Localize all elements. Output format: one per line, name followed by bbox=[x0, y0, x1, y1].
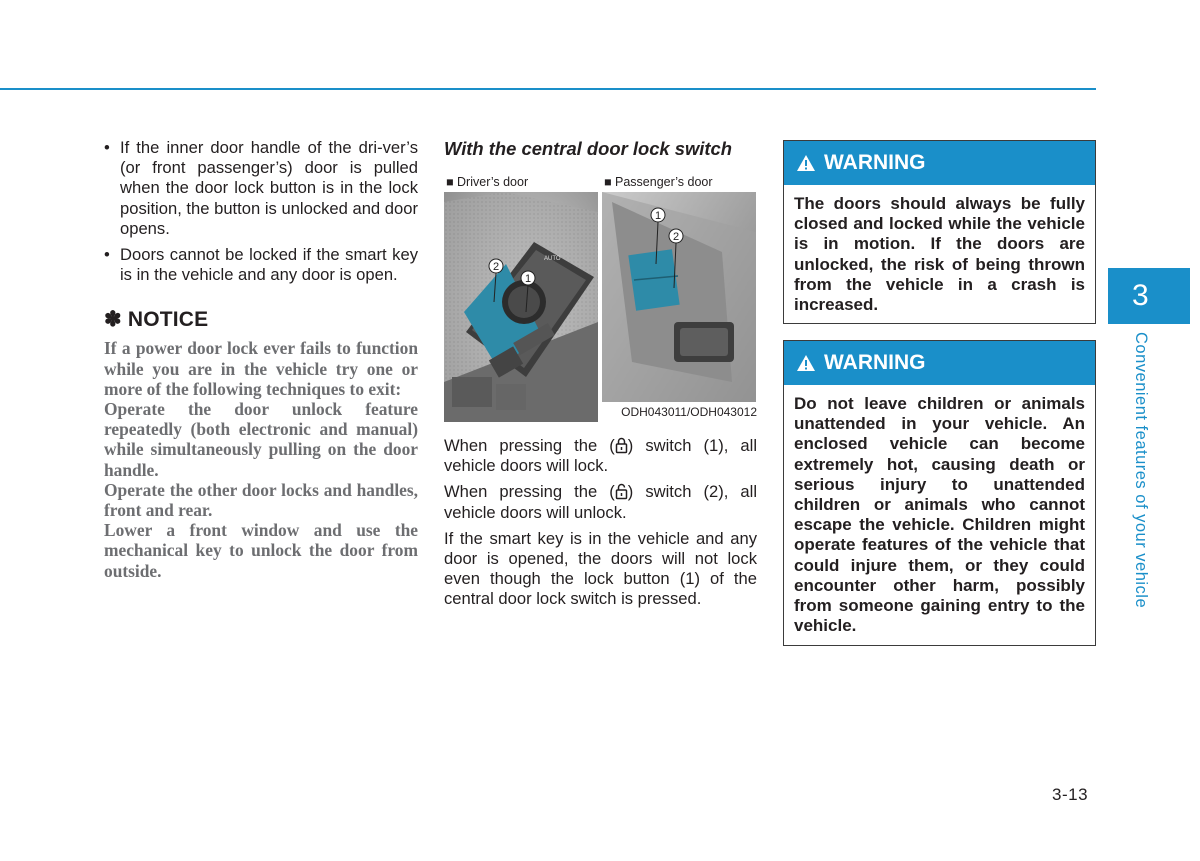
lock-paragraph bbox=[444, 436, 757, 476]
notice-paragraph: Lower a front window and use the mechanical key to unlock the door from outside. bbox=[104, 520, 418, 581]
text-fragment: ) switch (1), all vehicle doors will lock. bbox=[444, 436, 758, 476]
warning-box bbox=[783, 140, 1096, 324]
text-fragment: When pressing the ( bbox=[444, 482, 615, 502]
chapter-title: Convenient features of your vehicle bbox=[1132, 332, 1150, 609]
bullet-item: • Doors cannot be locked if the smart key is in the vehicle and any door is open. bbox=[104, 245, 418, 285]
bullet-item: • If the inner door handle of the dri-ver’s (or front passenger’s) door is pulled when the door lock button is in the lock position, the button is unlocked and door opens. bbox=[104, 138, 418, 239]
figure-code: ODH043011/ODH043012 bbox=[601, 402, 757, 422]
door-switch-figure bbox=[444, 172, 757, 422]
warning-header bbox=[784, 141, 1095, 185]
warning-triangle-icon bbox=[796, 154, 816, 172]
notice-title: ✽ NOTICE bbox=[104, 308, 209, 332]
warning-box bbox=[783, 340, 1096, 646]
drivers-door-photo bbox=[444, 172, 598, 422]
warning-triangle-icon bbox=[796, 354, 816, 372]
notice-paragraph: Operate the other door locks and handles, front and rear. bbox=[104, 479, 418, 521]
passengers-door-photo bbox=[602, 172, 756, 422]
chapter-tab: 3 bbox=[1108, 268, 1190, 324]
callout-1: 1 bbox=[524, 273, 532, 285]
left-column bbox=[104, 138, 418, 581]
callout-2: 2 bbox=[672, 231, 680, 243]
passengers-door-illustration bbox=[602, 172, 756, 422]
notice-paragraph: Operate the door unlock feature repeatedly (both electronic and manual) while simultaneously pulling on the door handle. bbox=[104, 399, 418, 480]
auto-label: AUTO bbox=[544, 256, 561, 262]
warning-text: Do not leave children or animals unattended in your vehicle. An enclosed vehicle can become extremely hot, causing death or serious injury to unattended children or animals who cannot escape the vehicle. Children might operate features of the vehicle that could injure them, or they could encounter other harm, possibly from someone gaining entry to the vehicle. bbox=[794, 394, 1085, 636]
text-fragment: ) switch (2), all vehicle doors will unlock. bbox=[444, 482, 758, 522]
middle-column bbox=[444, 138, 757, 610]
unlock-icon bbox=[615, 483, 628, 500]
header-rule bbox=[0, 88, 1096, 90]
bullet-list bbox=[104, 138, 418, 285]
section-subheading: With the central door lock switch bbox=[444, 138, 732, 159]
unlock-paragraph bbox=[444, 482, 757, 522]
drivers-door-illustration bbox=[444, 172, 598, 422]
page-number: 3-13 bbox=[1052, 785, 1089, 804]
lock-icon bbox=[615, 437, 628, 454]
callout-1: 1 bbox=[654, 210, 662, 222]
warning-title: WARNING bbox=[824, 351, 926, 374]
passengers-door-label: ■ Passenger’s door bbox=[602, 172, 756, 192]
text-fragment: When pressing the ( bbox=[444, 436, 615, 455]
warning-text: The doors should always be fully closed and locked while the vehicle is in motion. If the doors are unlocked, the risk of being thrown from the vehicle in a crash is increased. bbox=[794, 194, 1085, 315]
warning-title: WARNING bbox=[824, 151, 926, 174]
smart-key-paragraph: If the smart key is in the vehicle and any door is opened, the doors will not lock even though the lock button (1) of the central door lock switch is pressed. bbox=[444, 528, 757, 609]
notice-body bbox=[104, 338, 418, 580]
callout-2: 2 bbox=[492, 261, 500, 273]
warning-header bbox=[784, 341, 1095, 385]
drivers-door-label: ■ Driver’s door bbox=[444, 172, 598, 192]
notice-paragraph: If a power door lock ever fails to function while you are in the vehicle try one or more of the following techniques to exit: bbox=[104, 338, 418, 399]
